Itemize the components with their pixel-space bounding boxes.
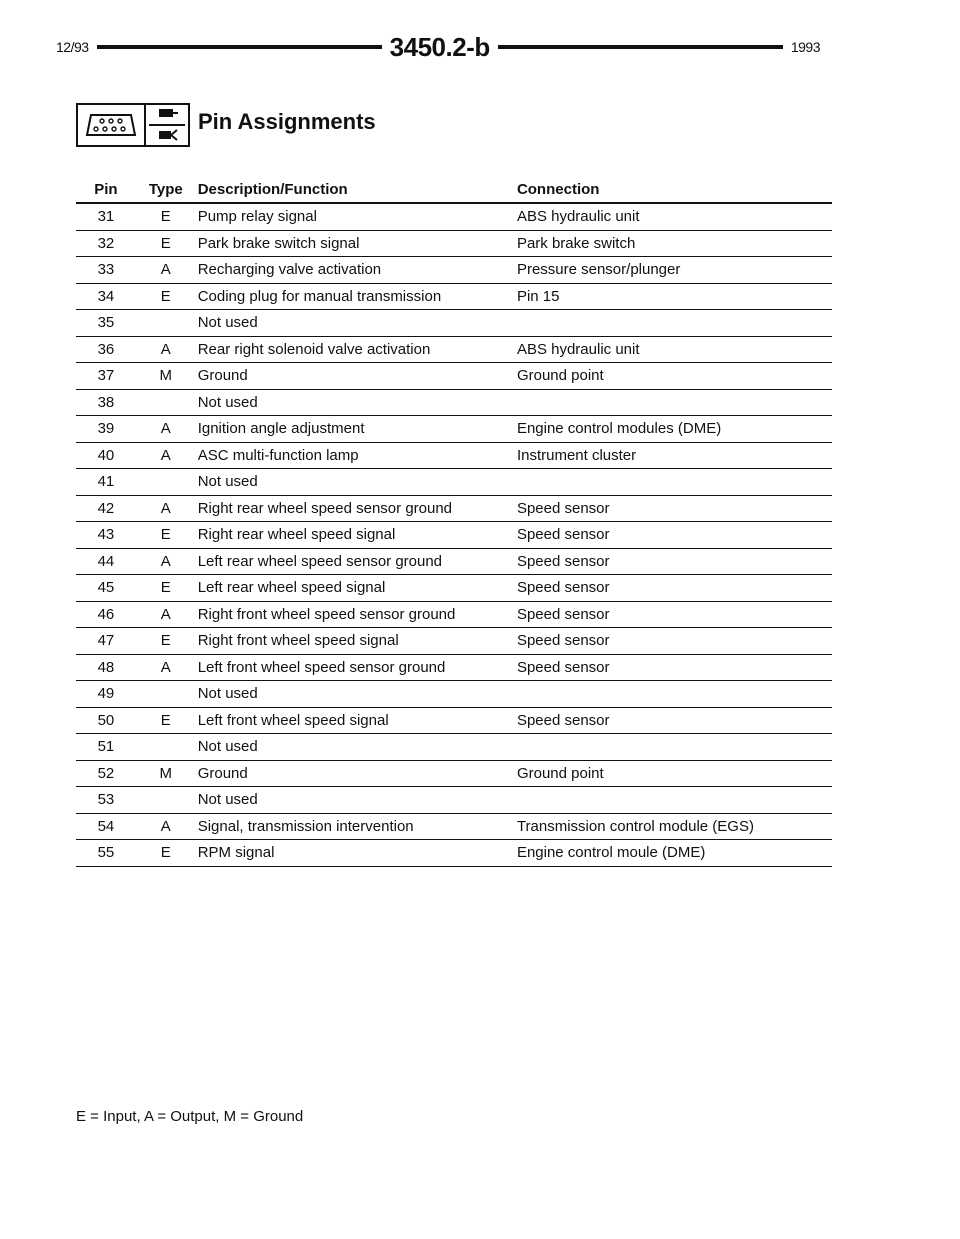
description-cell: Right rear wheel speed sensor ground	[196, 495, 517, 522]
column-header-description: Description/Function	[196, 176, 517, 203]
description-cell: Ground	[196, 760, 517, 787]
connection-cell	[517, 787, 832, 814]
connection-cell: Engine control moule (DME)	[517, 840, 832, 867]
column-header-pin: Pin	[76, 176, 136, 203]
table-row	[76, 336, 832, 363]
description-cell: Left rear wheel speed sensor ground	[196, 548, 517, 575]
table-header-row	[76, 176, 832, 203]
header-year: 1993	[790, 39, 820, 55]
pin-cell: 41	[76, 469, 136, 496]
pin-cell: 31	[76, 203, 136, 230]
description-cell: Rear right solenoid valve activation	[196, 336, 517, 363]
connection-cell: Park brake switch	[517, 230, 832, 257]
description-cell: Recharging valve activation	[196, 257, 517, 284]
type-cell: E	[136, 203, 196, 230]
type-cell: M	[136, 363, 196, 390]
table-row	[76, 257, 832, 284]
connection-cell: Pin 15	[517, 283, 832, 310]
connection-cell: Speed sensor	[517, 707, 832, 734]
table-row	[76, 601, 832, 628]
connection-cell	[517, 310, 832, 337]
description-cell: Left front wheel speed sensor ground	[196, 654, 517, 681]
type-cell: E	[136, 628, 196, 655]
type-cell: A	[136, 548, 196, 575]
connection-cell: Pressure sensor/plunger	[517, 257, 832, 284]
description-cell: Right front wheel speed sensor ground	[196, 601, 517, 628]
type-cell	[136, 787, 196, 814]
pin-cell: 48	[76, 654, 136, 681]
table-row	[76, 203, 832, 230]
legend-note: E = Input, A = Output, M = Ground	[76, 1108, 304, 1125]
type-cell: A	[136, 416, 196, 443]
description-cell: Left front wheel speed signal	[196, 707, 517, 734]
connection-cell: Engine control modules (DME)	[517, 416, 832, 443]
table-row	[76, 575, 832, 602]
pin-cell: 38	[76, 389, 136, 416]
table-row	[76, 442, 832, 469]
section-heading	[76, 103, 376, 147]
connection-cell: Speed sensor	[517, 548, 832, 575]
table-row	[76, 363, 832, 390]
type-cell: M	[136, 760, 196, 787]
pin-cell: 44	[76, 548, 136, 575]
description-cell: Right front wheel speed signal	[196, 628, 517, 655]
connection-cell	[517, 389, 832, 416]
connector-icon	[76, 103, 146, 147]
description-cell: Pump relay signal	[196, 203, 517, 230]
connection-cell: Speed sensor	[517, 575, 832, 602]
connection-cell: ABS hydraulic unit	[517, 203, 832, 230]
pin-cell: 43	[76, 522, 136, 549]
table-row	[76, 681, 832, 708]
table-body	[76, 203, 832, 866]
table-row	[76, 707, 832, 734]
description-cell: Not used	[196, 787, 517, 814]
description-cell: Park brake switch signal	[196, 230, 517, 257]
table-row	[76, 310, 832, 337]
type-cell: E	[136, 840, 196, 867]
input-output-icon	[146, 103, 190, 147]
pin-cell: 55	[76, 840, 136, 867]
table-row	[76, 230, 832, 257]
pin-cell: 46	[76, 601, 136, 628]
type-cell	[136, 469, 196, 496]
description-cell: Not used	[196, 469, 517, 496]
description-cell: Ignition angle adjustment	[196, 416, 517, 443]
pin-cell: 33	[76, 257, 136, 284]
connection-cell: Speed sensor	[517, 628, 832, 655]
connection-cell: Speed sensor	[517, 601, 832, 628]
description-cell: Not used	[196, 310, 517, 337]
pin-cell: 47	[76, 628, 136, 655]
table-row	[76, 813, 832, 840]
connection-cell: Speed sensor	[517, 495, 832, 522]
pin-cell: 42	[76, 495, 136, 522]
pin-cell: 52	[76, 760, 136, 787]
type-cell: E	[136, 707, 196, 734]
page-header	[56, 30, 820, 64]
table-row	[76, 283, 832, 310]
header-date: 12/93	[56, 39, 89, 55]
table-row	[76, 548, 832, 575]
type-cell: E	[136, 522, 196, 549]
type-cell	[136, 389, 196, 416]
connection-cell	[517, 734, 832, 761]
connection-cell: ABS hydraulic unit	[517, 336, 832, 363]
connection-cell: Transmission control module (EGS)	[517, 813, 832, 840]
header-rule-left	[97, 45, 382, 49]
description-cell: Not used	[196, 389, 517, 416]
connection-cell: Instrument cluster	[517, 442, 832, 469]
table-row	[76, 389, 832, 416]
pin-cell: 40	[76, 442, 136, 469]
pin-cell: 51	[76, 734, 136, 761]
type-cell	[136, 734, 196, 761]
pin-cell: 54	[76, 813, 136, 840]
pin-cell: 37	[76, 363, 136, 390]
table-row	[76, 760, 832, 787]
pin-assignment-table	[76, 176, 832, 867]
description-cell: ASC multi-function lamp	[196, 442, 517, 469]
description-cell: Left rear wheel speed signal	[196, 575, 517, 602]
connection-cell	[517, 469, 832, 496]
type-cell: A	[136, 654, 196, 681]
pin-cell: 50	[76, 707, 136, 734]
description-cell: RPM signal	[196, 840, 517, 867]
type-cell: E	[136, 283, 196, 310]
table-row	[76, 734, 832, 761]
connection-cell: Ground point	[517, 363, 832, 390]
description-cell: Ground	[196, 363, 517, 390]
table-row	[76, 840, 832, 867]
type-cell: E	[136, 575, 196, 602]
pin-cell: 53	[76, 787, 136, 814]
pin-cell: 35	[76, 310, 136, 337]
connection-cell: Speed sensor	[517, 522, 832, 549]
connection-cell: Speed sensor	[517, 654, 832, 681]
description-cell: Not used	[196, 734, 517, 761]
type-cell	[136, 681, 196, 708]
type-cell	[136, 310, 196, 337]
description-cell: Right rear wheel speed signal	[196, 522, 517, 549]
pin-cell: 36	[76, 336, 136, 363]
header-rule-right	[498, 45, 783, 49]
column-header-type: Type	[136, 176, 196, 203]
table-row	[76, 416, 832, 443]
section-title: Pin Assignments	[198, 109, 376, 134]
type-cell: A	[136, 813, 196, 840]
type-cell: A	[136, 257, 196, 284]
pin-cell: 49	[76, 681, 136, 708]
type-cell: A	[136, 336, 196, 363]
table-row	[76, 654, 832, 681]
type-cell: A	[136, 495, 196, 522]
description-cell: Signal, transmission intervention	[196, 813, 517, 840]
type-cell: E	[136, 230, 196, 257]
table-row	[76, 495, 832, 522]
pin-cell: 34	[76, 283, 136, 310]
table-row	[76, 628, 832, 655]
type-cell: A	[136, 601, 196, 628]
connection-cell: Ground point	[517, 760, 832, 787]
connection-cell	[517, 681, 832, 708]
type-cell: A	[136, 442, 196, 469]
description-cell: Not used	[196, 681, 517, 708]
header-doc-number: 3450.2-b	[389, 31, 490, 62]
table-row	[76, 469, 832, 496]
description-cell: Coding plug for manual transmission	[196, 283, 517, 310]
pin-cell: 45	[76, 575, 136, 602]
pin-cell: 32	[76, 230, 136, 257]
pin-cell: 39	[76, 416, 136, 443]
table-row	[76, 522, 832, 549]
table-row	[76, 787, 832, 814]
column-header-connection: Connection	[517, 176, 832, 203]
